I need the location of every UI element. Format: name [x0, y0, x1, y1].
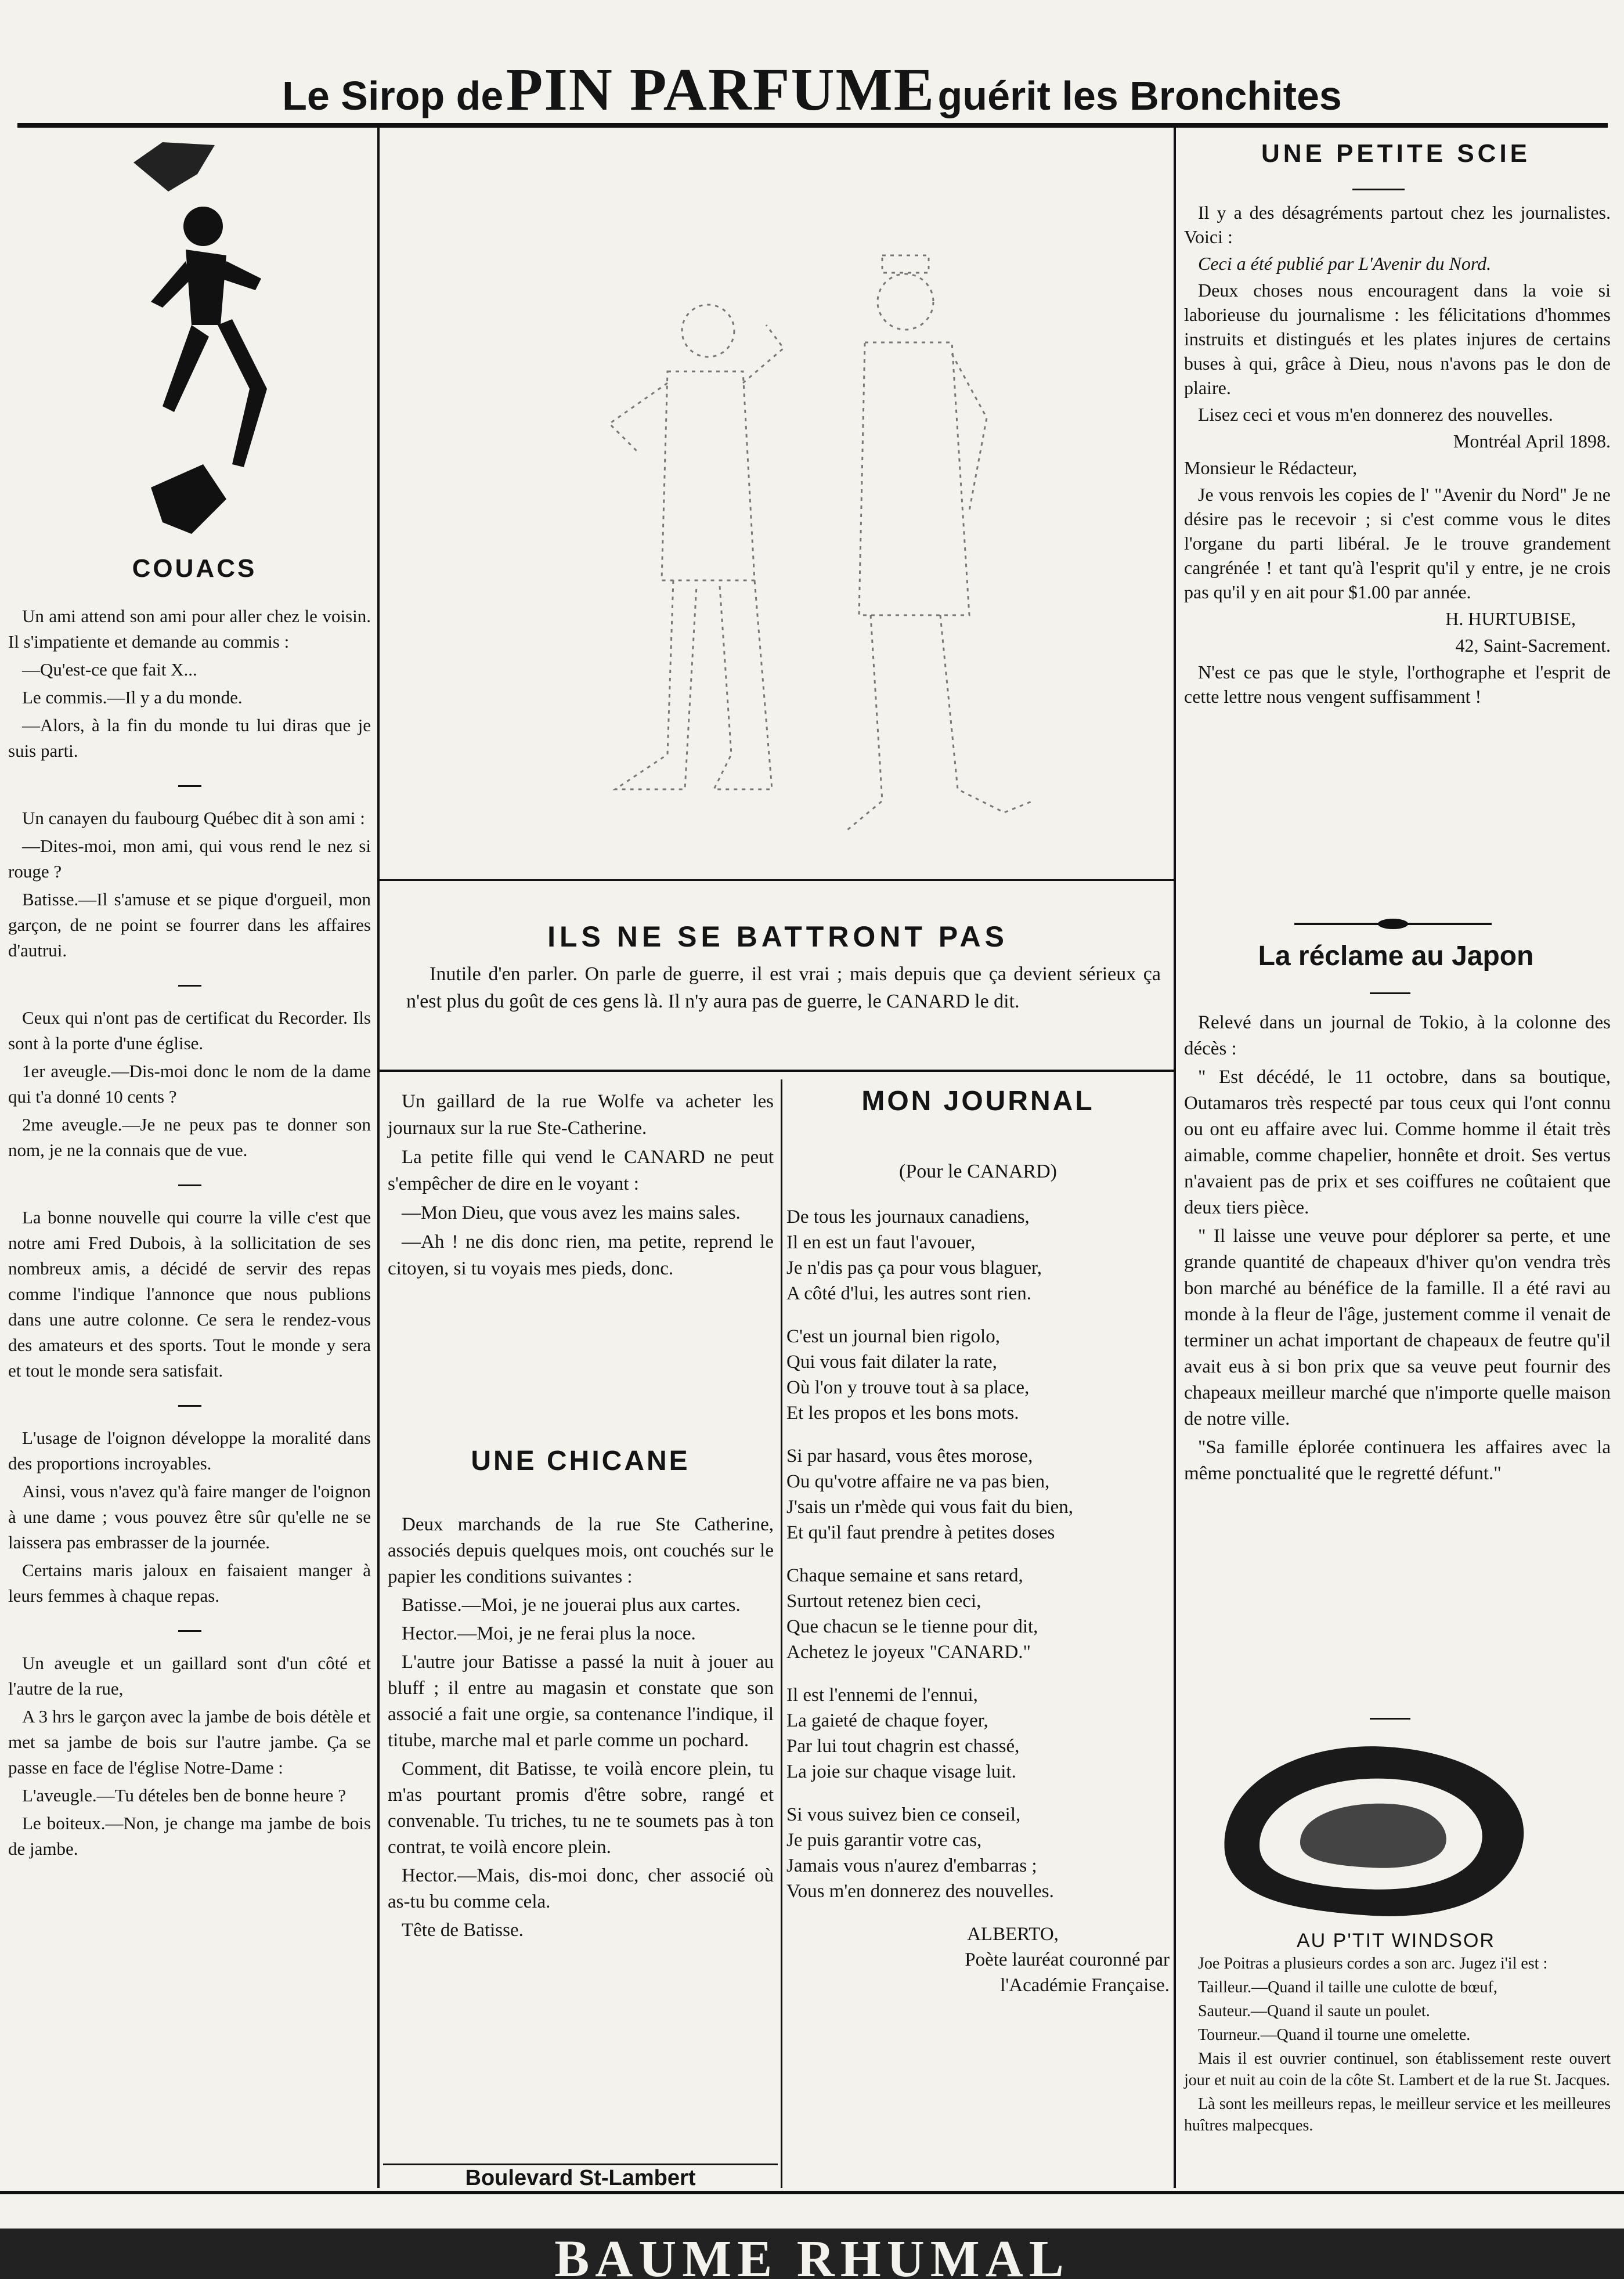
journal-poem — [786, 1204, 1170, 1998]
scie-address: 42, Saint-Sacrement. — [1455, 635, 1611, 656]
poem-line: Que chacun se le tienne pour dit, — [786, 1616, 1038, 1637]
couacs-paragraph: L'usage de l'oignon développe la moralité dans des proportions incroyables. — [8, 1428, 371, 1473]
couacs-paragraph: Batisse.—Il s'amuse et se pique d'orgueil, mon garçon, de ne point se fourrer dans les affaires d'autrui. — [8, 889, 371, 960]
windsor-line: Sauteur.—Quand il saute un poulet. — [1198, 2002, 1430, 2020]
chicane-paragraph: Hector.—Moi, je ne ferai plus la noce. — [402, 1623, 696, 1644]
scie-publie: Ceci a été publié par L'Avenir du Nord. — [1198, 253, 1492, 274]
scie-title-rule — [1352, 189, 1405, 190]
scie-salutation: Monsieur le Rédacteur, — [1184, 457, 1358, 478]
journal-title: MON JOURNAL — [861, 1086, 1095, 1117]
japon-title: La réclame au Japon — [1258, 941, 1534, 971]
couacs-paragraph: Un ami attend son ami pour aller chez le voisin. Il s'impatiente et demande au commis : — [8, 606, 371, 652]
scie-paragraph: Lisez ceci et vous m'en donnerez des nouvelles. — [1198, 404, 1553, 425]
ornament-divider — [1294, 917, 1492, 931]
couacs-paragraph: A 3 hrs le garçon avec la jambe de bois détèle et met sa jambe de bois sur l'autre jambe. Ça se passe en face de l'église Notre-Dame : — [8, 1706, 371, 1778]
couacs-paragraph: Un aveugle et un gaillard sont d'un côté et l'autre de la rue, — [8, 1653, 371, 1699]
couacs-paragraph: Un canayen du faubourg Québec dit à son ami : — [22, 808, 365, 828]
windsor-title: AU P'TIT WINDSOR — [1297, 1930, 1495, 1952]
poem-line: Jamais vous n'aurez d'embarras ; — [786, 1855, 1037, 1876]
japon-paragraph: " Est décédé, le 11 octobre, dans sa boutique, Outamaros très respecté par tous ceux qui l'ont connu ou ont eu affaire avec lui. Comme homme il était très aimable, comme chapelier, honnête et droit. Ses vertus n'avaient pas de prix et ses coiffures ne coûtaient que deux tiers pièce. — [1184, 1067, 1611, 1218]
japon-paragraph: " Il laisse une veuve pour déplorer sa perte, et une grande quantité de chapeaux d'hiver qu'on vendra très bon marché au bénéfice de la famille. Il a été ravi au monde à la fleur de l'âge, justement comme il venait de terminer un achat important de chapeaux de feutre qu'il avait eus à si bon prix que sa veuve peut fournir des chapeaux meilleur marché que n'importe quelle maison de notre ville. — [1184, 1226, 1611, 1429]
chicane-paragraph: L'autre jour Batisse a passé la nuit à jouer au bluff ; il entre au magasin et constate que son associé a fait une orgie, sa contenance l'indique, il titube, marche mal et parle comme un pochard. — [388, 1652, 774, 1751]
chicane-column — [388, 1512, 774, 1946]
chicane-paragraph: Tête de Batisse. — [402, 1920, 524, 1941]
chicane-paragraph: Comment, dit Batisse, te voilà encore plein, tu m'as pourtant promis d'être sobre, rangé et convenable. Tu triches, tu ne te soumets pas à ton contrat, te voilà encore plein. — [388, 1758, 774, 1858]
poem-line: Et qu'il faut prendre à petites doses — [786, 1522, 1055, 1543]
windsor-column — [1184, 1953, 1611, 2139]
couacs-paragraph: La bonne nouvelle qui courre la ville c'est que notre ami Fred Dubois, à la sollicitation de ses nombreux amis, a décidé de servir des repas comme l'indique l'annonce que nous publions dans une autre colonne. Ce sera le rendez-vous des amateurs et des sports. Tout le monde y sera et tout le monde sera satisfait. — [8, 1207, 371, 1381]
scie-letter: Je vous renvois les copies de l' "Avenir du Nord" Je ne désire pas le recevoir ; si c'est comme vous le dites l'organe du parti libéral. Je le trouve grandement cangrénée ! et tant qu'à l'esprit qu'il y entre, je ne crois pas qu'il y en ait pour $1.00 par année. — [1184, 484, 1611, 602]
scie-title: UNE PETITE SCIE — [1261, 139, 1531, 168]
japon-title-rule — [1370, 992, 1410, 994]
masthead — [0, 55, 1624, 125]
poem-line: J'sais un r'mède qui vous fait du bien, — [786, 1497, 1073, 1518]
poem-line: Où l'on y trouve tout à sa place, — [786, 1377, 1030, 1398]
battront-title: ILS NE SE BATTRONT PAS — [547, 920, 1008, 953]
chicane-rule — [383, 2164, 778, 2165]
scie-signature: H. HURTUBISE, — [1445, 608, 1576, 629]
gaillard-column — [388, 1088, 774, 1284]
poem-line: Je n'dis pas ça pour vous blaguer, — [786, 1258, 1042, 1278]
windsor-line: Tourneur.—Quand il tourne une omelette. — [1198, 2026, 1471, 2044]
chicane-paragraph: Batisse.—Moi, je ne jouerai plus aux cartes. — [402, 1595, 741, 1616]
couacs-paragraph: —Alors, à la fin du monde tu lui diras que je suis parti. — [8, 715, 371, 761]
chicane-paragraph: Hector.—Mais, dis-moi donc, cher associé où as-tu bu comme cela. — [388, 1865, 774, 1912]
column-rule-middle — [781, 1079, 782, 2188]
poem-line: Il en est un faut l'avouer, — [786, 1232, 976, 1253]
poem-line: Achetez le joyeux "CANARD." — [786, 1642, 1031, 1663]
column-rule-right — [1174, 128, 1176, 2188]
couacs-paragraph: L'aveugle.—Tu dételes ben de bonne heure ? — [22, 1785, 346, 1805]
poem-line: La joie sur chaque visage luit. — [786, 1761, 1016, 1782]
poem-line: Qui vous fait dilater la rate, — [786, 1352, 997, 1373]
separator — [8, 1171, 371, 1197]
separator — [8, 772, 371, 797]
oyster-illustration — [1213, 1735, 1538, 1927]
journal-author-title: Poète lauréat couronné par — [965, 1949, 1170, 1970]
column-rule-left — [377, 128, 380, 2188]
poem-line: La gaieté de chaque foyer, — [786, 1710, 988, 1731]
scie-intro: Il y a des désagréments partout chez les journalistes. Voici : — [1184, 202, 1611, 247]
chicane-paragraph: Deux marchands de la rue Ste Catherine, associés depuis quelques mois, ont couchés sur le papier les conditions suivantes : — [388, 1514, 774, 1587]
poem-line: Par lui tout chagrin est chassé, — [786, 1736, 1020, 1757]
picture-rule — [380, 879, 1174, 881]
windsor-line: Tailleur.—Quand il taille une culotte de bœuf, — [1198, 1978, 1497, 1996]
couacs-paragraph: 2me aveugle.—Je ne peux pas te donner son nom, je ne la connais que de vue. — [8, 1114, 371, 1160]
couacs-column — [8, 604, 371, 1864]
japon-column — [1184, 1010, 1611, 1489]
separator — [8, 1617, 371, 1642]
couacs-paragraph: Certains maris jaloux en faisaient manger à leurs femmes à chaque repas. — [8, 1560, 371, 1606]
gaillard-paragraph: Un gaillard de la rue Wolfe va acheter les journaux sur la rue Ste-Catherine. — [388, 1091, 774, 1139]
scie-closing: N'est ce pas que le style, l'orthographe et l'esprit de cette lettre nous vengent suffisamment ! — [1184, 662, 1611, 707]
masthead-part3: guérit les Bronchites — [937, 73, 1342, 118]
couacs-paragraph: Le commis.—Il y a du monde. — [22, 687, 243, 707]
couacs-paragraph: Ceux qui n'ont pas de certificat du Recorder. Ils sont à la porte d'une église. — [8, 1007, 371, 1053]
windsor-line: Mais il est ouvrier continuel, son établissement reste ouvert jour et nuit au coin de la côte St. Lambert et de la rue St. Jacques. — [1184, 2050, 1611, 2089]
couacs-paragraph: —Dites-moi, mon ami, qui vous rend le nez si rouge ? — [8, 836, 371, 882]
scie-date: Montréal April 1898. — [1453, 431, 1611, 452]
masthead-part1: Le Sirop de — [282, 73, 504, 118]
poem-line: Vous m'en donnerez des nouvelles. — [786, 1881, 1054, 1902]
chicane-title: UNE CHICANE — [471, 1446, 690, 1476]
footer-banner-text: BAUME RHUMAL — [554, 2230, 1070, 2279]
scie-paragraph: Deux choses nous encouragent dans la voie si laborieuse du journalisme : les félicitations d'hommes instruits et distingués et les plates injures de certains buses à qui, grâce à Dieu, nous n'avons pas le don de plaire. — [1184, 280, 1611, 398]
separator — [8, 1392, 371, 1417]
poem-line: Si par hasard, vous êtes morose, — [786, 1446, 1033, 1467]
poem-line: Il est l'ennemi de l'ennui, — [786, 1685, 978, 1706]
poem-line: Et les propos et les bons mots. — [786, 1403, 1019, 1424]
japon-end-rule — [1370, 1718, 1410, 1720]
couacs-illustration — [116, 139, 290, 540]
couacs-paragraph: —Qu'est-ce que fait X... — [22, 659, 197, 680]
gaillard-paragraph: La petite fille qui vend le CANARD ne peut s'empêcher de dire en le voyant : — [388, 1147, 774, 1194]
journal-dedication: (Pour le CANARD) — [899, 1161, 1057, 1182]
couacs-title: COUACS — [132, 554, 257, 583]
japon-paragraph: Relevé dans un journal de Tokio, à la colonne des décès : — [1184, 1012, 1611, 1059]
japon-paragraph: "Sa famille éplorée continuera les affaires avec la même ponctualité que le regretté défunt." — [1184, 1437, 1611, 1484]
masthead-rule — [17, 123, 1608, 128]
poem-line: Chaque semaine et sans retard, — [786, 1565, 1023, 1586]
gaillard-paragraph: —Ah ! ne dis donc rien, ma petite, reprend le citoyen, si tu voyais mes pieds, donc. — [388, 1231, 774, 1279]
battront-text: Inutile d'en parler. On parle de guerre, il est vrai ; mais depuis que ça devient sérieux ça n'est plus du goût de ces gens là. Il n'y aura pas de guerre, le CANARD le dit. — [406, 963, 1161, 1012]
chicane-footer: Boulevard St-Lambert — [465, 2166, 696, 2190]
poem-line: Si vous suivez bien ce conseil, — [786, 1804, 1021, 1825]
windsor-line: Joe Poitras a plusieurs cordes a son arc. Jugez i'il est : — [1198, 1955, 1548, 1973]
journal-author: ALBERTO, — [967, 1924, 1059, 1945]
poem-line: Je puis garantir votre cas, — [786, 1830, 982, 1851]
couacs-paragraph: Le boiteux.—Non, je change ma jambe de bois de jambe. — [8, 1813, 371, 1859]
couacs-paragraph: 1er aveugle.—Dis-moi donc le nom de la dame qui t'a donné 10 cents ? — [8, 1061, 371, 1107]
masthead-part2: PIN PARFUME — [506, 56, 936, 123]
windsor-line: Là sont les meilleurs repas, le meilleur service et les meilleures huîtres malpecques. — [1184, 2095, 1611, 2134]
journal-author-title: l'Académie Française. — [1000, 1975, 1170, 1996]
couacs-paragraph: Ainsi, vous n'avez qu'à faire manger de l'oignon à une dame ; vous pouvez être sûr qu'elle ne se laissera pas embrasser de la journée. — [8, 1481, 371, 1552]
poem-line: Surtout retenez bien ceci, — [786, 1591, 981, 1612]
poem-line: A côté d'lui, les autres sont rien. — [786, 1283, 1032, 1304]
scie-column — [1184, 200, 1611, 711]
footer-banner — [0, 2229, 1624, 2279]
center-illustration — [522, 232, 1132, 859]
battront-rule — [380, 1070, 1174, 1072]
poem-line: Ou qu'votre affaire ne va pas bien, — [786, 1471, 1050, 1492]
poem-line: De tous les journaux canadiens, — [786, 1207, 1030, 1227]
footer-rule — [0, 2191, 1624, 2194]
separator — [8, 971, 371, 997]
poem-line: C'est un journal bien rigolo, — [786, 1326, 1000, 1347]
gaillard-paragraph: —Mon Dieu, que vous avez les mains sales. — [402, 1202, 741, 1223]
